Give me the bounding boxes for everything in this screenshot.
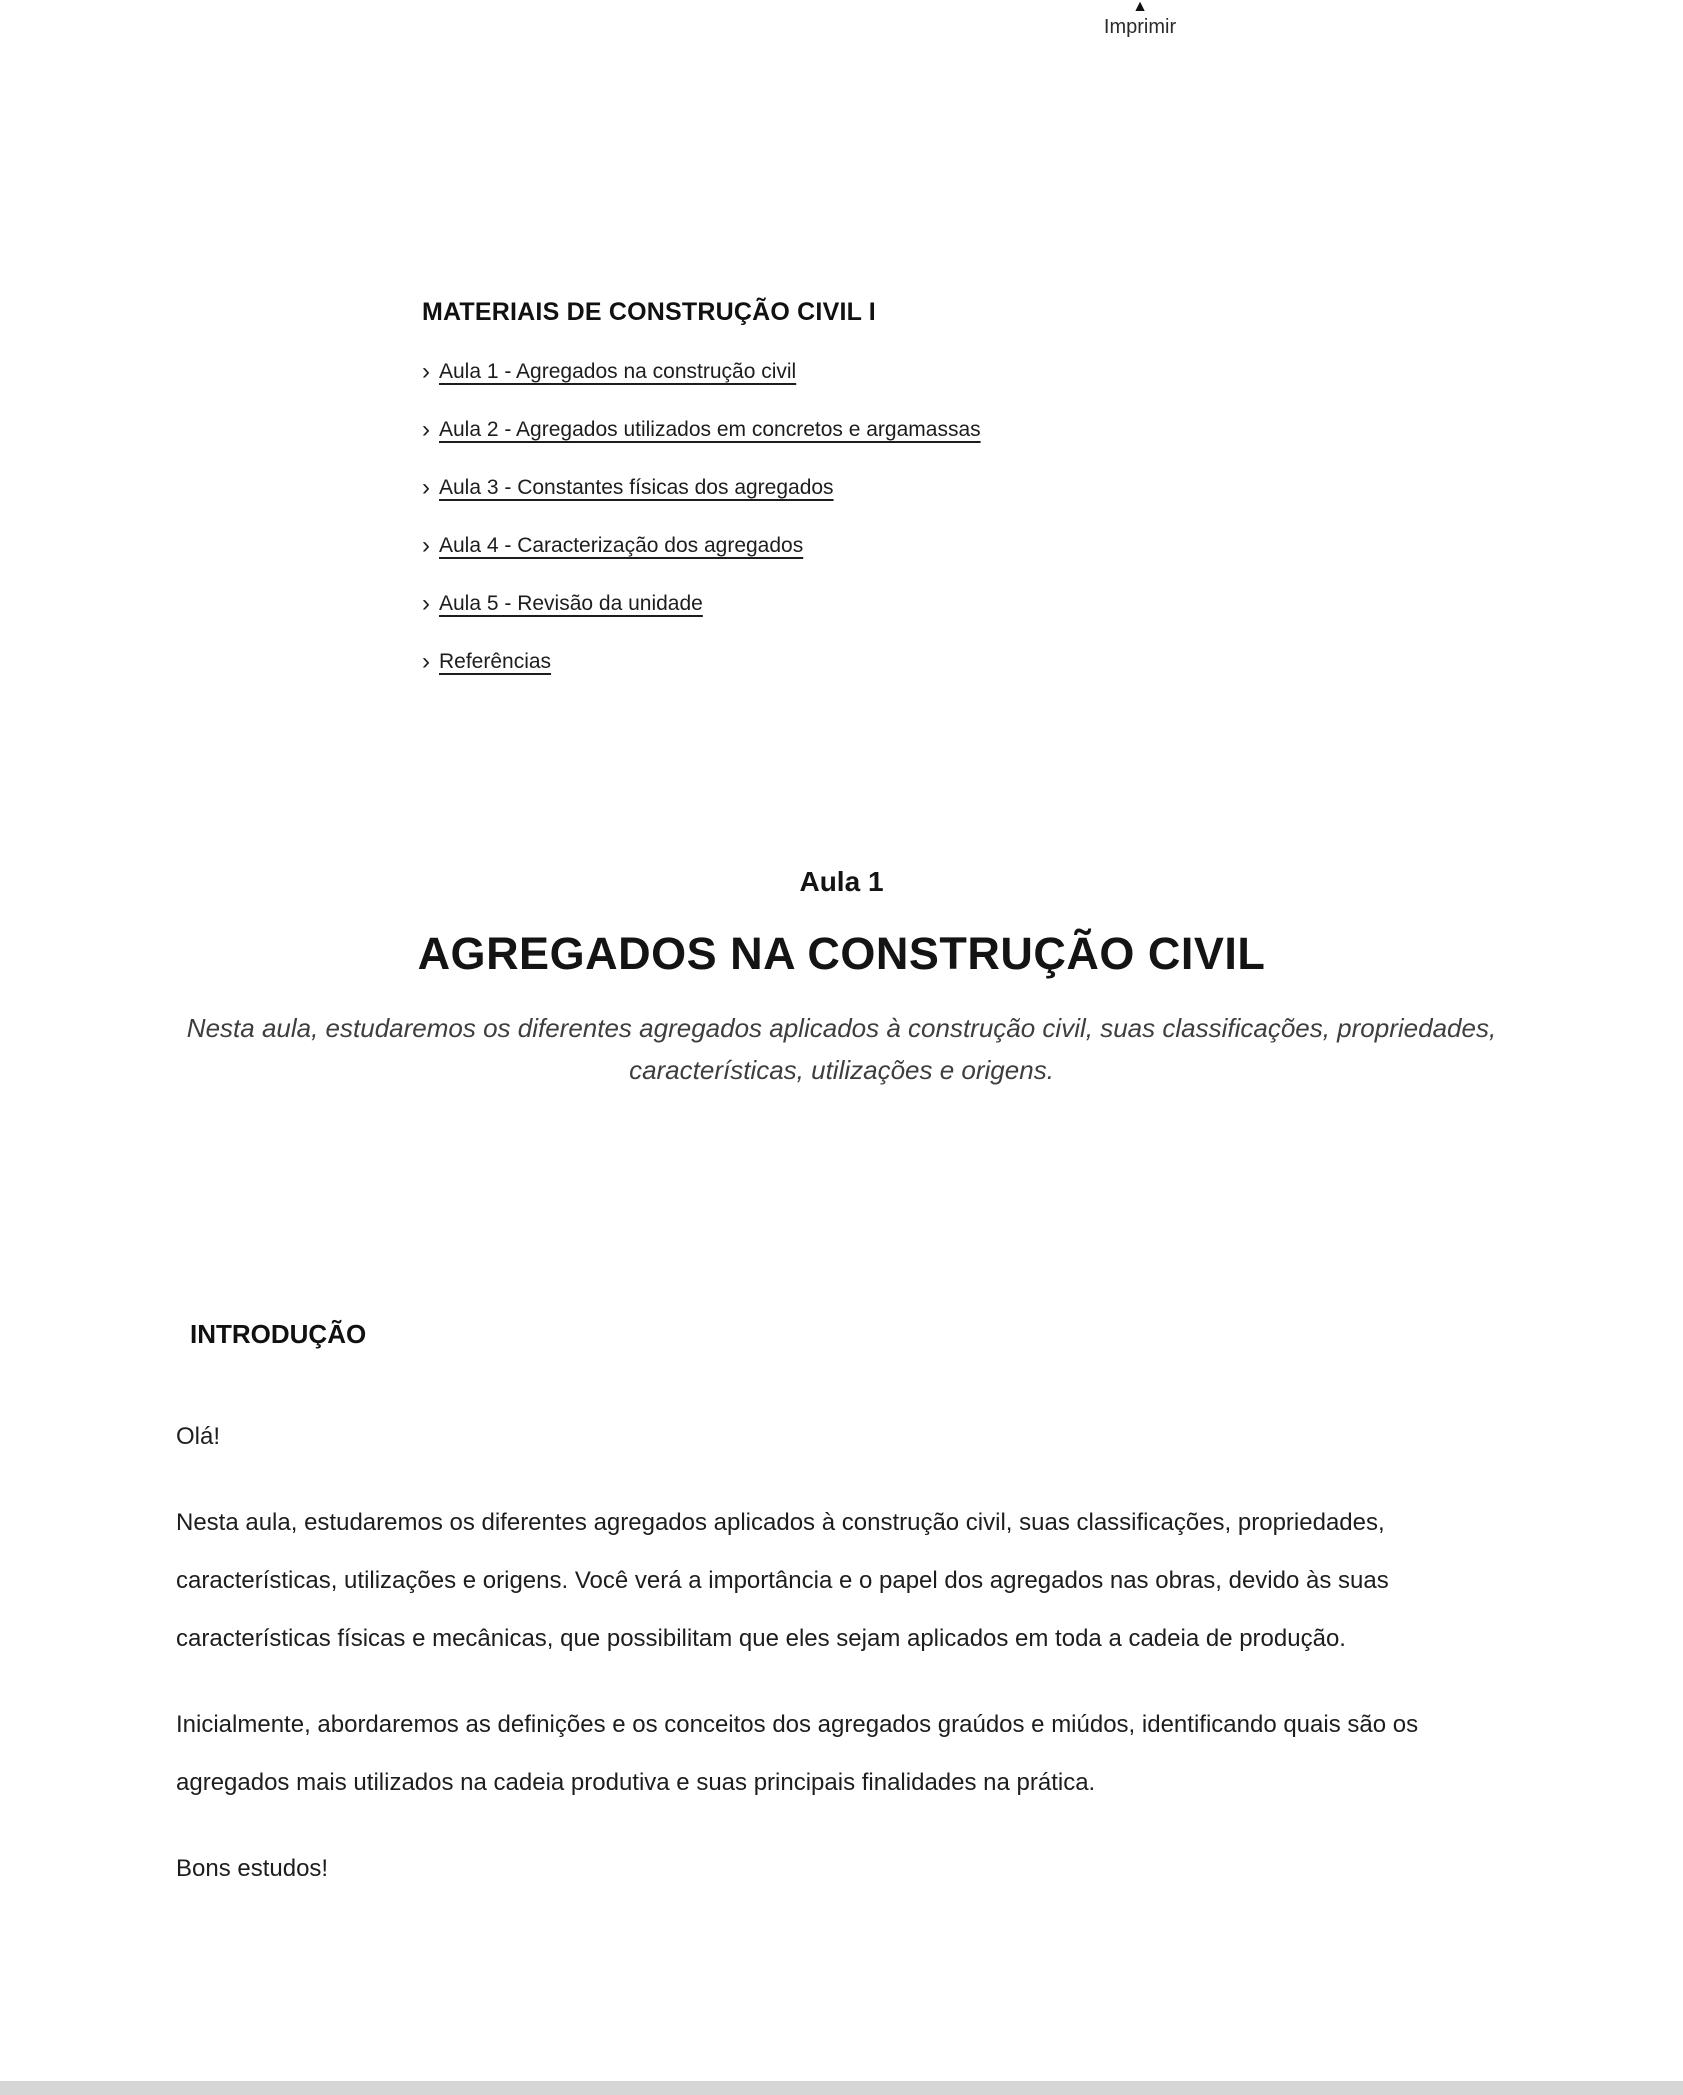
toc-title: MATERIAIS DE CONSTRUÇÃO CIVIL I bbox=[422, 298, 876, 326]
paragraph: Nesta aula, estudaremos os diferentes agregados aplicados à construção civil, suas classificações, propriedades, características, utilizações e origens. Você verá a importância e o papel dos agregados nas obras, devido às suas características físicas e mecânicas, que possibilitam que eles sejam aplicados em toda a cadeia de produção. bbox=[176, 1509, 1389, 1653]
lesson-kicker: Aula 1 bbox=[799, 866, 884, 897]
table-of-contents bbox=[0, 0, 1683, 691]
print-label: Imprimir bbox=[1103, 16, 1177, 38]
toc-link-label: Referências bbox=[439, 650, 552, 673]
toc-item-aula-4[interactable] bbox=[422, 517, 803, 575]
chevron-right-icon: › bbox=[422, 358, 430, 385]
chevron-right-icon: › bbox=[422, 648, 430, 675]
print-icon: ▲ bbox=[1132, 0, 1148, 15]
toc-item-aula-3[interactable] bbox=[422, 459, 834, 517]
chevron-right-icon: › bbox=[422, 590, 430, 617]
lesson-subtitle: Nesta aula, estudaremos os diferentes agregados aplicados à construção civil, suas classificações, propriedades, características, utilizações e origens. bbox=[186, 1013, 1497, 1085]
toc-link-label: Aula 2 - Agregados utilizados em concretos e argamassas bbox=[439, 418, 981, 441]
toc-item-aula-2[interactable] bbox=[422, 401, 981, 459]
toc-item-referencias[interactable] bbox=[422, 633, 551, 691]
toc-link-label: Aula 1 - Agregados na construção civil bbox=[439, 360, 797, 383]
lesson-title: AGREGADOS NA CONSTRUÇÃO CIVIL bbox=[417, 928, 1266, 979]
paragraph: Olá! bbox=[176, 1423, 221, 1451]
paragraph: Inicialmente, abordaremos as definições e os conceitos dos agregados graúdos e miúdos, identificando quais são os agregados mais utilizados na cadeia produtiva e suas principais finalidades na prática. bbox=[176, 1711, 1419, 1797]
toc-list bbox=[422, 343, 1683, 691]
toc-item-aula-1[interactable] bbox=[422, 343, 796, 401]
toc-item-aula-5[interactable] bbox=[422, 575, 703, 633]
toc-link-label: Aula 5 - Revisão da unidade bbox=[439, 592, 703, 615]
intro-paragraphs bbox=[176, 1408, 1533, 1898]
toc-link-label: Aula 4 - Caracterização dos agregados bbox=[439, 534, 804, 557]
chevron-right-icon: › bbox=[422, 532, 430, 559]
chevron-right-icon: › bbox=[422, 416, 430, 443]
print-button[interactable] bbox=[1055, 0, 1225, 40]
intro-heading: INTRODUÇÃO bbox=[190, 1319, 367, 1350]
toc-link-label: Aula 3 - Constantes físicas dos agregados bbox=[439, 476, 834, 499]
paragraph: Bons estudos! bbox=[176, 1855, 329, 1883]
lesson-header bbox=[0, 866, 1683, 1091]
page-bottom-bar bbox=[0, 2081, 1683, 2095]
introduction-section bbox=[176, 1319, 1533, 1898]
chevron-right-icon: › bbox=[422, 474, 430, 501]
